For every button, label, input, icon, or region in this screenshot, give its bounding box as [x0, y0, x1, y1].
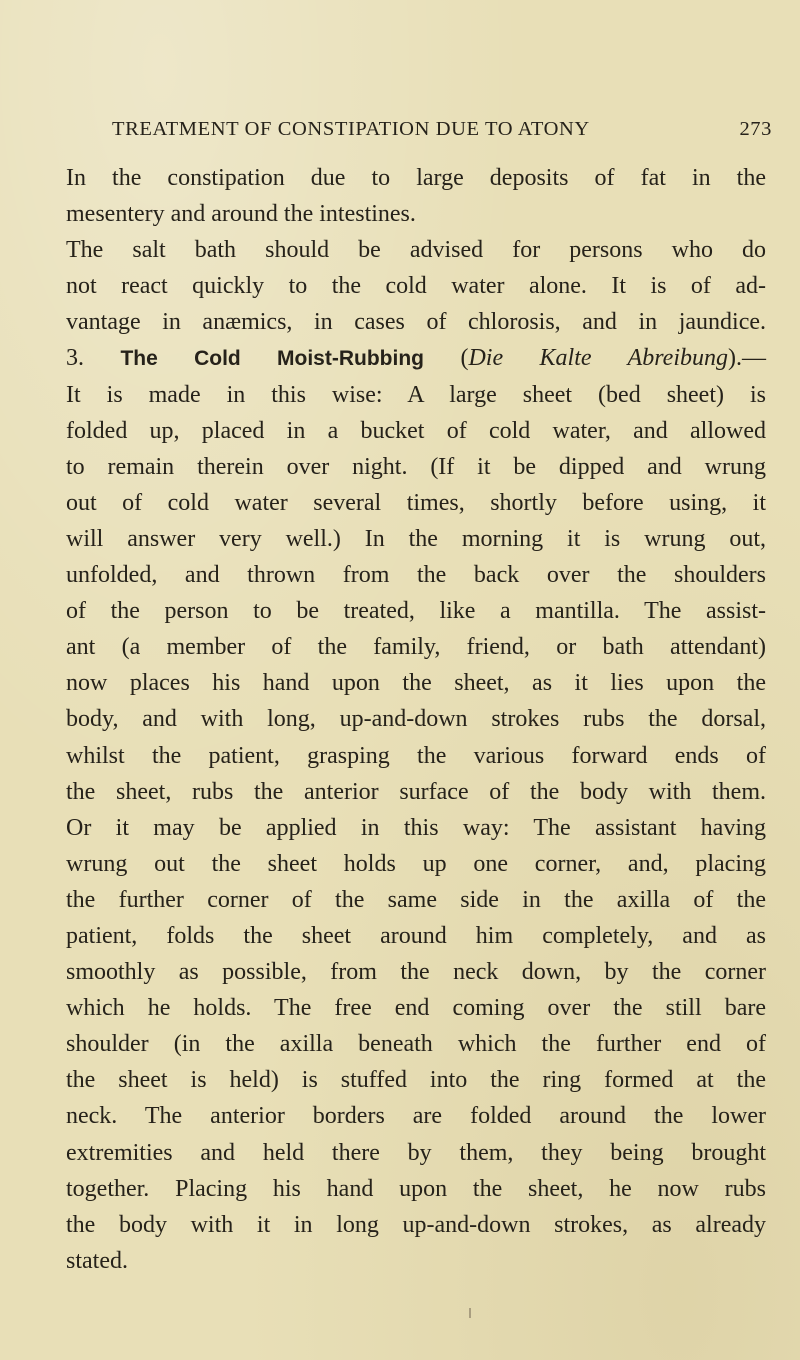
- text-line: ant (a member of the family, friend, or bath attendant): [66, 634, 766, 661]
- running-head: [112, 118, 772, 148]
- text-line: wrung out the sheet holds up one corner, and, placing: [66, 850, 766, 877]
- text-line: now places his hand upon the sheet, as it lies upon the: [66, 670, 766, 697]
- running-head-title: TREATMENT OF CONSTIPATION DUE TO ATONY: [112, 118, 590, 140]
- text-line: shoulder (in the axilla beneath which the further end of: [66, 1031, 766, 1058]
- text-line: In the constipation due to large deposits of fat in the: [66, 165, 766, 191]
- text-line: not react quickly to the cold water alone. It is of ad-: [66, 273, 766, 300]
- section-heading-german: Die Kalte Abreibung: [468, 345, 728, 372]
- section-heading: The Cold Moist-Rubbing: [120, 347, 424, 371]
- text-line: to remain therein over night. (If it be dipped and wrung: [66, 453, 766, 480]
- text-line: body, and with long, up-and-down strokes rubs the dorsal,: [66, 706, 766, 733]
- text-line: mesentery and around the intestines.: [66, 201, 416, 228]
- text-line: vantage in anæmics, in cases of chlorosis, and in jaundice.: [66, 309, 766, 336]
- text-line: the body with it in long up-and-down strokes, as already: [66, 1211, 766, 1238]
- section-heading-line: [66, 340, 766, 376]
- text-line: the sheet, rubs the anterior surface of the body with them.: [66, 778, 766, 805]
- paren-open: (: [423, 345, 469, 372]
- text-line: the further corner of the same side in the axilla of the: [66, 886, 766, 913]
- text-line: Or it may be applied in this way: The assistant having: [66, 814, 766, 841]
- text-line: folded up, placed in a bucket of cold water, and allowed: [66, 417, 766, 444]
- text-line: of the person to be treated, like a mantilla. The assist-: [66, 598, 766, 625]
- text-line: the sheet is held) is stuffed into the ring formed at the: [66, 1067, 766, 1094]
- text-line: unfolded, and thrown from the back over the shoulders: [66, 562, 766, 589]
- text-line: together. Placing his hand upon the sheet, he now rubs: [66, 1175, 766, 1202]
- text-line: smoothly as possible, from the neck down, by the corner: [66, 959, 766, 986]
- text-line: stated.: [66, 1247, 128, 1274]
- text-line: whilst the patient, grasping the various forward ends of: [66, 742, 766, 769]
- text-line: The salt bath should be advised for persons who do: [66, 237, 766, 264]
- text-line: extremities and held there by them, they being brought: [66, 1139, 766, 1166]
- page-number: 273: [739, 118, 772, 140]
- text-line: neck. The anterior borders are folded around the lower: [66, 1103, 766, 1130]
- section-number: 3.: [66, 345, 121, 372]
- body-text: [66, 160, 766, 1279]
- text-line: out of cold water several times, shortly before using, it: [66, 489, 766, 516]
- text-line: which he holds. The free end coming over the still bare: [66, 995, 766, 1022]
- text-line: patient, folds the sheet around him completely, and as: [66, 922, 766, 949]
- text-line: It is made in this wise: A large sheet (bed sheet) is: [66, 381, 766, 408]
- text-line: will answer very well.) In the morning it is wrung out,: [66, 525, 766, 552]
- paren-close: ).—: [728, 345, 766, 372]
- paper-speck: [469, 1308, 471, 1318]
